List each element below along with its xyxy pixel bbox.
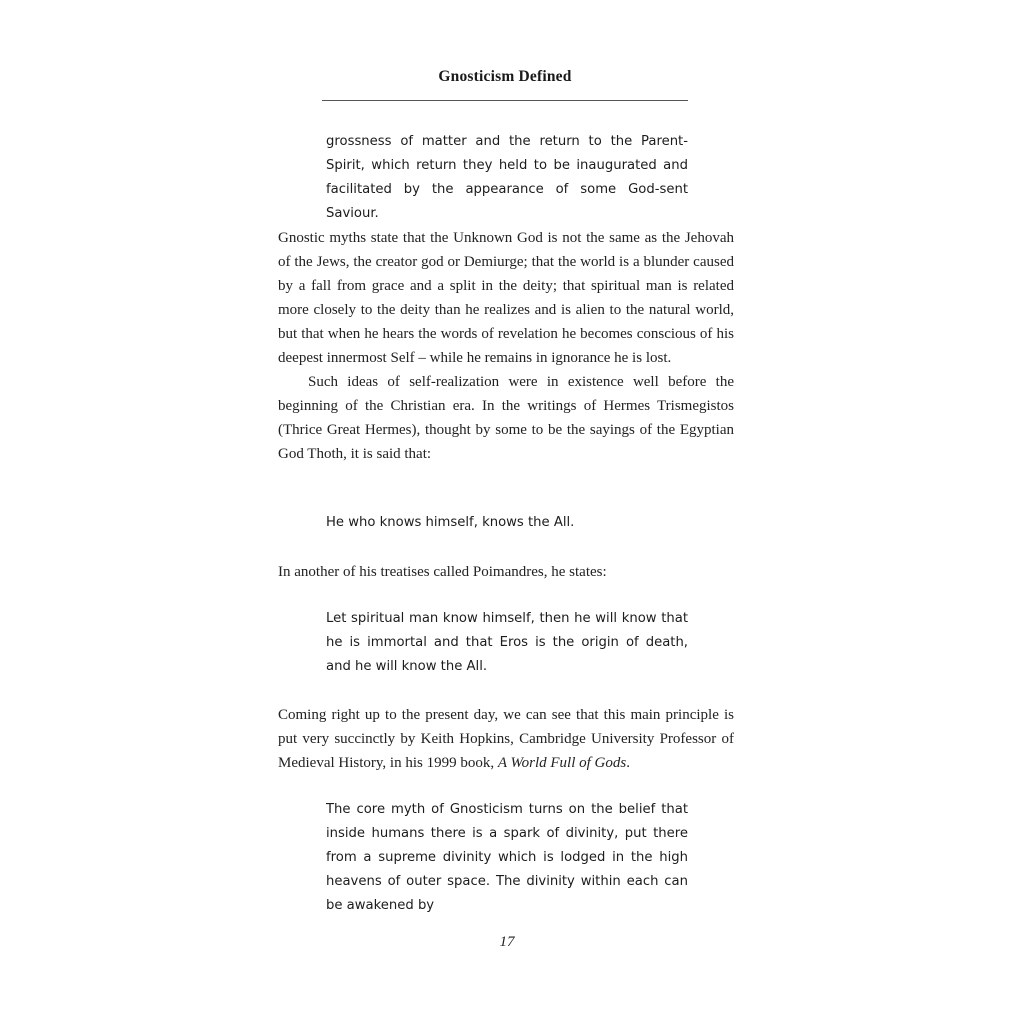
body-paragraph-hopkins xyxy=(278,703,734,775)
quote-text: He who knows himself, knows the All. xyxy=(326,515,575,530)
running-head: Gnosticism Defined xyxy=(438,68,572,85)
quote-text: Let spiritual man know himself, then he will know that he is immortal and that Eros is the origin of death, and he will know the All. xyxy=(326,611,688,674)
book-title: A World Full of Gods xyxy=(497,755,627,771)
quote-text: grossness of matter and the return to the Parent-Spirit, which return they held to be inaugurated and facilitated by the appearance of some God-sent Saviour. xyxy=(326,134,688,221)
body-paragraphs xyxy=(278,226,734,466)
paragraph-text: Coming right up to the present day, we can see that this main principle is put very succinctly by Keith Hopkins, Cambridge University Professor of Medieval History, in his 1999 book, xyxy=(278,707,734,771)
paragraph-self-realization: Such ideas of self-realization were in existence well before the beginning of the Christian era. In the writings of Hermes Trismegistos (Thrice Great Hermes), thought by some to be the sayings of the Egyptian God Thoth, it is said that: xyxy=(278,374,734,462)
header-rule xyxy=(322,100,688,101)
paragraph-gnostic-myths: Gnostic myths state that the Unknown God is not the same as the Jehovah of the Jews, the creator god or Demiurge; that the world is a blunder caused by a fall from grace and a split in the deity; that spiritual man is related more closely to the deity than he realizes and is alien to the natural world, but that when he hears the words of revelation he becomes conscious of his deepest innermost Self – while he remains in ignorance he is lost. xyxy=(278,230,734,366)
paragraph-poimandres: In another of his treatises called Poimandres, he states: xyxy=(278,564,607,580)
block-quote-poimandres xyxy=(326,607,688,679)
page-number: 17 xyxy=(499,934,515,950)
quote-text: The core myth of Gnosticism turns on the belief that inside humans there is a spark of divinity, put there from a supreme divinity which is lodged in the high heavens of outer space. The divinity within each can be awakened by xyxy=(326,802,688,913)
block-quote-hermes xyxy=(326,511,688,535)
paragraph-hopkins xyxy=(278,703,734,775)
body-paragraph-poimandres xyxy=(278,560,734,584)
paragraph-end: . xyxy=(626,755,630,771)
block-quote-continued xyxy=(326,130,688,226)
block-quote-hopkins xyxy=(326,798,688,918)
